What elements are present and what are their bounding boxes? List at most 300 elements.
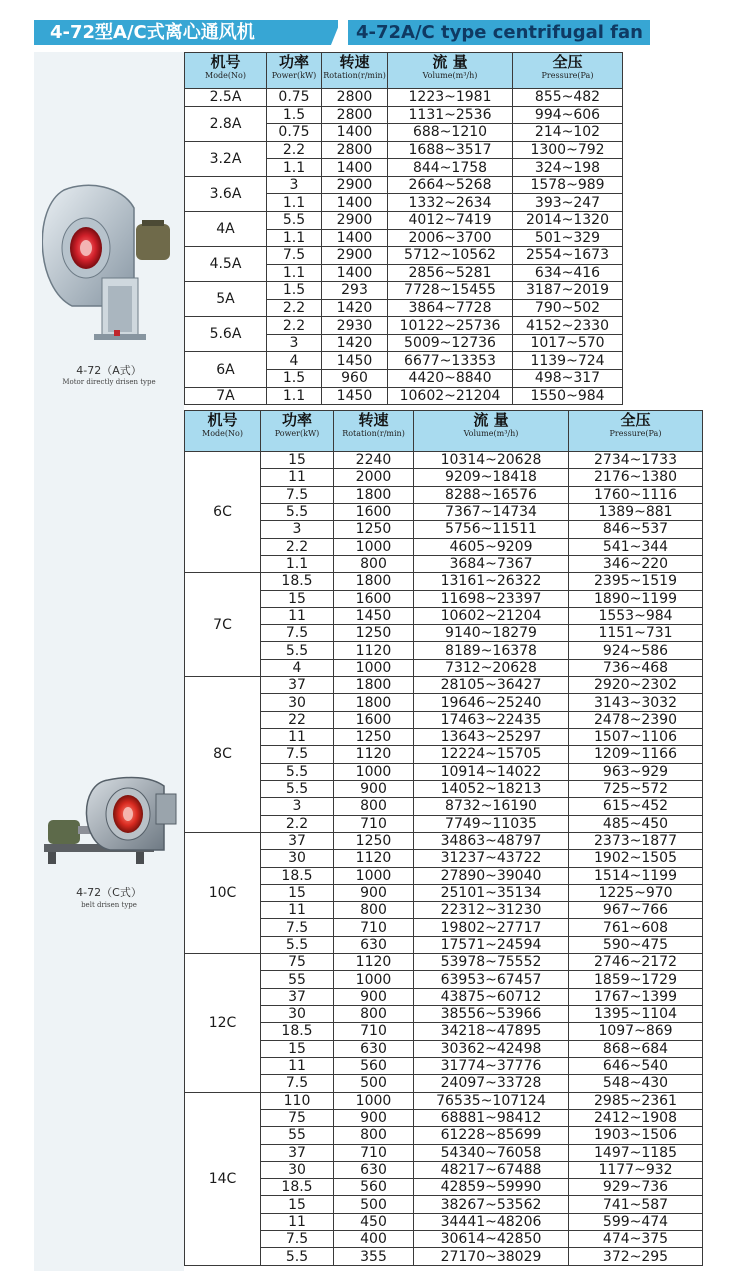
pressure-cell: 1177~932: [569, 1161, 703, 1178]
fan-a-caption: 4-72（A式）: [76, 364, 142, 377]
rotation-cell: 2900: [322, 176, 388, 194]
rotation-cell: 1450: [334, 607, 414, 624]
model-cell: 3.2A: [185, 141, 267, 176]
rotation-cell: 2800: [322, 141, 388, 159]
table-row: [185, 607, 703, 624]
model-cell: 4A: [185, 211, 267, 246]
page-header: [0, 0, 750, 52]
rotation-cell: 1250: [334, 832, 414, 849]
table-row: [185, 387, 623, 405]
fan-c-subcaption: belt drisen type: [81, 901, 137, 909]
rotation-cell: 560: [334, 1179, 414, 1196]
pressure-cell: 646~540: [569, 1057, 703, 1074]
pressure-cell: 2478~2390: [569, 711, 703, 728]
table-row: [185, 1109, 703, 1126]
rotation-cell: 355: [334, 1248, 414, 1265]
table-row: [185, 1127, 703, 1144]
volume-cell: 42859~59990: [414, 1179, 569, 1196]
rotation-cell: 1420: [322, 299, 388, 317]
pressure-cell: 1497~1185: [569, 1144, 703, 1161]
volume-cell: 8189~16378: [414, 642, 569, 659]
volume-cell: 1332~2634: [388, 194, 513, 212]
rotation-cell: 800: [334, 798, 414, 815]
power-cell: 1.1: [267, 229, 322, 247]
power-cell: 1.1: [267, 194, 322, 212]
power-cell: 11: [261, 902, 334, 919]
power-cell: 5.5: [267, 211, 322, 229]
power-cell: 1.1: [261, 555, 334, 572]
rotation-cell: 900: [334, 1109, 414, 1126]
volume-cell: 31774~37776: [414, 1057, 569, 1074]
pressure-cell: 1209~1166: [569, 746, 703, 763]
table-row: [185, 1248, 703, 1265]
rotation-cell: 1800: [334, 573, 414, 590]
rotation-cell: 1120: [334, 850, 414, 867]
pressure-cell: 2734~1733: [569, 452, 703, 469]
volume-cell: 61228~85699: [414, 1127, 569, 1144]
table-c-header-row: [185, 411, 703, 452]
table-row: [185, 1231, 703, 1248]
volume-cell: 9209~18418: [414, 469, 569, 486]
volume-cell: 14052~18213: [414, 780, 569, 797]
col-pressure-header: [513, 53, 623, 89]
table-row: [185, 106, 623, 124]
pressure-cell: 1139~724: [513, 352, 623, 370]
col-model-en: Mode(No): [205, 71, 246, 80]
centrifugal-fan-direct-drive-icon: [42, 178, 176, 354]
rotation-cell: 1120: [334, 954, 414, 971]
power-cell: 30: [261, 1161, 334, 1178]
power-cell: 55: [261, 1127, 334, 1144]
title-cn: 4-72型A/C式离心通风机: [50, 22, 255, 43]
pressure-cell: 590~475: [569, 936, 703, 953]
pressure-cell: 1760~1116: [569, 486, 703, 503]
col-pressure-cn: 全压: [552, 53, 583, 71]
volume-cell: 54340~76058: [414, 1144, 569, 1161]
volume-cell: 27170~38029: [414, 1248, 569, 1265]
rotation-cell: 1800: [334, 486, 414, 503]
table-row: [185, 971, 703, 988]
pressure-cell: 599~474: [569, 1213, 703, 1230]
col-power-cn: 功率: [278, 53, 309, 71]
pressure-cell: 3187~2019: [513, 282, 623, 300]
power-cell: 5.5: [261, 780, 334, 797]
power-cell: 1.1: [267, 159, 322, 177]
table-row: [185, 538, 703, 555]
power-cell: 3: [267, 334, 322, 352]
rotation-cell: 1250: [334, 729, 414, 746]
volume-cell: 53978~75552: [414, 954, 569, 971]
pressure-cell: 967~766: [569, 902, 703, 919]
power-cell: 3: [267, 176, 322, 194]
table-row: [185, 1161, 703, 1178]
power-cell: 30: [261, 850, 334, 867]
col-power-header: [267, 53, 322, 89]
col-model-cn: 机号: [207, 411, 238, 429]
col-pressure-cn: 全压: [620, 411, 651, 429]
col-rotation-en: Rotation(r/min): [342, 429, 405, 438]
rotation-cell: 2800: [322, 89, 388, 107]
col-rotation-cn: 转速: [358, 411, 389, 429]
rotation-cell: 500: [334, 1196, 414, 1213]
rotation-cell: 2800: [322, 106, 388, 124]
power-cell: 5.5: [261, 503, 334, 520]
rotation-cell: 1450: [322, 387, 388, 405]
pressure-cell: 725~572: [569, 780, 703, 797]
table-row: [185, 659, 703, 676]
pressure-cell: 1903~1506: [569, 1127, 703, 1144]
power-cell: 5.5: [261, 642, 334, 659]
volume-cell: 2856~5281: [388, 264, 513, 282]
power-cell: 3: [261, 798, 334, 815]
table-row: [185, 1144, 703, 1161]
power-cell: 7.5: [261, 486, 334, 503]
rotation-cell: 560: [334, 1057, 414, 1074]
volume-cell: 13161~26322: [414, 573, 569, 590]
table-row: [185, 590, 703, 607]
volume-cell: 8732~16190: [414, 798, 569, 815]
col-rotation-en: Rotation(r/min): [323, 71, 386, 80]
volume-cell: 1688~3517: [388, 141, 513, 159]
rotation-cell: 1600: [334, 503, 414, 520]
model-cell: 8C: [185, 677, 261, 833]
col-volume-cn: 流 量: [473, 411, 509, 429]
pressure-cell: 2554~1673: [513, 247, 623, 265]
table-row: [185, 954, 703, 971]
power-cell: 18.5: [261, 1023, 334, 1040]
pressure-cell: 1507~1106: [569, 729, 703, 746]
rotation-cell: 630: [334, 1161, 414, 1178]
rotation-cell: 710: [334, 919, 414, 936]
volume-cell: 7749~11035: [414, 815, 569, 832]
pressure-cell: 548~430: [569, 1075, 703, 1092]
rotation-cell: 710: [334, 1144, 414, 1161]
table-row: [185, 1075, 703, 1092]
power-cell: 110: [261, 1092, 334, 1109]
model-cell: 14C: [185, 1092, 261, 1265]
rotation-cell: 1400: [322, 229, 388, 247]
power-cell: 7.5: [261, 746, 334, 763]
table-row: [185, 988, 703, 1005]
model-cell: 10C: [185, 832, 261, 953]
power-cell: 1.5: [267, 282, 322, 300]
power-cell: 1.1: [267, 387, 322, 405]
volume-cell: 2664~5268: [388, 176, 513, 194]
volume-cell: 31237~43722: [414, 850, 569, 867]
pressure-cell: 541~344: [569, 538, 703, 555]
rotation-cell: 1400: [322, 159, 388, 177]
volume-cell: 7728~15455: [388, 282, 513, 300]
model-cell: 4.5A: [185, 247, 267, 282]
volume-cell: 43875~60712: [414, 988, 569, 1005]
model-cell: 12C: [185, 954, 261, 1093]
pressure-cell: 393~247: [513, 194, 623, 212]
rotation-cell: 2900: [322, 211, 388, 229]
model-cell: 6A: [185, 352, 267, 387]
rotation-cell: 1000: [334, 971, 414, 988]
table-row: [185, 850, 703, 867]
col-model-cn: 机号: [210, 53, 241, 71]
rotation-cell: 1250: [334, 625, 414, 642]
power-cell: 11: [261, 729, 334, 746]
table-row: [185, 555, 703, 572]
power-cell: 5.5: [261, 1248, 334, 1265]
volume-cell: 10602~21204: [388, 387, 513, 405]
centrifugal-fan-belt-drive-icon: [38, 774, 180, 870]
volume-cell: 13643~25297: [414, 729, 569, 746]
volume-cell: 38267~53562: [414, 1196, 569, 1213]
power-cell: 15: [261, 884, 334, 901]
volume-cell: 22312~31230: [414, 902, 569, 919]
power-cell: 18.5: [261, 573, 334, 590]
pressure-cell: 1097~869: [569, 1023, 703, 1040]
rotation-cell: 400: [334, 1231, 414, 1248]
table-row: [185, 317, 623, 335]
rotation-cell: 1450: [322, 352, 388, 370]
volume-cell: 10914~14022: [414, 763, 569, 780]
volume-cell: 76535~107124: [414, 1092, 569, 1109]
volume-cell: 25101~35134: [414, 884, 569, 901]
rotation-cell: 1000: [334, 763, 414, 780]
pressure-cell: 498~317: [513, 370, 623, 388]
table-row: [185, 452, 703, 469]
volume-cell: 1131~2536: [388, 106, 513, 124]
table-row: [185, 1213, 703, 1230]
volume-cell: 688~1210: [388, 124, 513, 142]
rotation-cell: 293: [322, 282, 388, 300]
pressure-cell: 214~102: [513, 124, 623, 142]
pressure-cell: 1300~792: [513, 141, 623, 159]
pressure-cell: 868~684: [569, 1040, 703, 1057]
volume-cell: 3864~7728: [388, 299, 513, 317]
table-row: [185, 902, 703, 919]
table-row: [185, 677, 703, 694]
pressure-cell: 485~450: [569, 815, 703, 832]
rotation-cell: 450: [334, 1213, 414, 1230]
power-cell: 18.5: [261, 867, 334, 884]
power-cell: 15: [261, 1196, 334, 1213]
col-pressure-en: Pressure(Pa): [541, 71, 594, 80]
pressure-cell: 736~468: [569, 659, 703, 676]
volume-cell: 4420~8840: [388, 370, 513, 388]
rotation-cell: 1400: [322, 194, 388, 212]
rotation-cell: 800: [334, 1006, 414, 1023]
rotation-cell: 1800: [334, 677, 414, 694]
volume-cell: 19802~27717: [414, 919, 569, 936]
rotation-cell: 2900: [322, 247, 388, 265]
col-pressure-header: [569, 411, 703, 452]
pressure-cell: 790~502: [513, 299, 623, 317]
table-row: [185, 711, 703, 728]
rotation-cell: 500: [334, 1075, 414, 1092]
power-cell: 7.5: [261, 1231, 334, 1248]
power-cell: 7.5: [261, 1075, 334, 1092]
pressure-cell: 324~198: [513, 159, 623, 177]
volume-cell: 28105~36427: [414, 677, 569, 694]
pressure-cell: 2920~2302: [569, 677, 703, 694]
pressure-cell: 2395~1519: [569, 573, 703, 590]
table-row: [185, 1023, 703, 1040]
volume-cell: 11698~23397: [414, 590, 569, 607]
power-cell: 7.5: [261, 919, 334, 936]
power-cell: 1.5: [267, 106, 322, 124]
table-row: [185, 176, 623, 194]
pressure-cell: 846~537: [569, 521, 703, 538]
volume-cell: 12224~15705: [414, 746, 569, 763]
pressure-cell: 346~220: [569, 555, 703, 572]
power-cell: 37: [261, 988, 334, 1005]
power-cell: 2.2: [267, 299, 322, 317]
volume-cell: 24097~33728: [414, 1075, 569, 1092]
table-a-spec: [184, 52, 623, 405]
power-cell: 0.75: [267, 124, 322, 142]
pressure-cell: 2373~1877: [569, 832, 703, 849]
rotation-cell: 1250: [334, 521, 414, 538]
rotation-cell: 960: [322, 370, 388, 388]
col-volume-en: Volume(m³/h): [463, 429, 519, 438]
pressure-cell: 501~329: [513, 229, 623, 247]
col-model-header: [185, 53, 267, 89]
power-cell: 11: [261, 469, 334, 486]
pressure-cell: 1395~1104: [569, 1006, 703, 1023]
power-cell: 75: [261, 1109, 334, 1126]
pressure-cell: 929~736: [569, 1179, 703, 1196]
power-cell: 22: [261, 711, 334, 728]
table-a-header-row: [185, 53, 623, 89]
rotation-cell: 900: [334, 780, 414, 797]
table-row: [185, 884, 703, 901]
model-cell: 7A: [185, 387, 267, 405]
power-cell: 18.5: [261, 1179, 334, 1196]
table-row: [185, 247, 623, 265]
table-row: [185, 486, 703, 503]
model-cell: 3.6A: [185, 176, 267, 211]
rotation-cell: 800: [334, 555, 414, 572]
pressure-cell: 741~587: [569, 1196, 703, 1213]
table-row: [185, 1179, 703, 1196]
volume-cell: 844~1758: [388, 159, 513, 177]
power-cell: 7.5: [267, 247, 322, 265]
pressure-cell: 963~929: [569, 763, 703, 780]
pressure-cell: 372~295: [569, 1248, 703, 1265]
table-row: [185, 867, 703, 884]
volume-cell: 7312~20628: [414, 659, 569, 676]
table-row: [185, 1040, 703, 1057]
power-cell: 2.2: [267, 141, 322, 159]
table-row: [185, 1057, 703, 1074]
table-row: [185, 832, 703, 849]
table-row: [185, 89, 623, 107]
table-row: [185, 352, 623, 370]
table-row: [185, 798, 703, 815]
volume-cell: 8288~16576: [414, 486, 569, 503]
power-cell: 1.1: [267, 264, 322, 282]
table-row: [185, 503, 703, 520]
table-row: [185, 211, 623, 229]
pressure-cell: 2412~1908: [569, 1109, 703, 1126]
table-row: [185, 936, 703, 953]
table-row: [185, 625, 703, 642]
left-image-panel: [34, 52, 184, 1271]
rotation-cell: 1600: [334, 711, 414, 728]
rotation-cell: 2000: [334, 469, 414, 486]
col-power-header: [261, 411, 334, 452]
rotation-cell: 1000: [334, 1092, 414, 1109]
rotation-cell: 710: [334, 1023, 414, 1040]
pressure-cell: 1017~570: [513, 334, 623, 352]
table-c-spec: [184, 410, 703, 1266]
volume-cell: 34863~48797: [414, 832, 569, 849]
table-row: [185, 642, 703, 659]
power-cell: 7.5: [261, 625, 334, 642]
volume-cell: 63953~67457: [414, 971, 569, 988]
power-cell: 2.2: [261, 538, 334, 555]
model-cell: 2.5A: [185, 89, 267, 107]
col-rotation-cn: 转速: [339, 53, 370, 71]
pressure-cell: 1151~731: [569, 625, 703, 642]
fan-a-subcaption: Motor directly drisen type: [62, 378, 156, 386]
model-cell: 6C: [185, 452, 261, 573]
power-cell: 15: [261, 590, 334, 607]
power-cell: 0.75: [267, 89, 322, 107]
rotation-cell: 2240: [334, 452, 414, 469]
volume-cell: 48217~67488: [414, 1161, 569, 1178]
volume-cell: 5756~11511: [414, 521, 569, 538]
pressure-cell: 2746~2172: [569, 954, 703, 971]
power-cell: 37: [261, 677, 334, 694]
rotation-cell: 900: [334, 988, 414, 1005]
pressure-cell: 1767~1399: [569, 988, 703, 1005]
volume-cell: 30362~42498: [414, 1040, 569, 1057]
col-pressure-en: Pressure(Pa): [609, 429, 662, 438]
col-power-cn: 功率: [281, 411, 312, 429]
rotation-cell: 800: [334, 902, 414, 919]
table-row: [185, 1092, 703, 1109]
power-cell: 5.5: [261, 936, 334, 953]
volume-cell: 4605~9209: [414, 538, 569, 555]
table-row: [185, 815, 703, 832]
pressure-cell: 1859~1729: [569, 971, 703, 988]
pressure-cell: 1890~1199: [569, 590, 703, 607]
pressure-cell: 761~608: [569, 919, 703, 936]
rotation-cell: 1400: [322, 264, 388, 282]
pressure-cell: 615~452: [569, 798, 703, 815]
power-cell: 11: [261, 607, 334, 624]
volume-cell: 68881~98412: [414, 1109, 569, 1126]
table-row: [185, 763, 703, 780]
rotation-cell: 800: [334, 1127, 414, 1144]
power-cell: 75: [261, 954, 334, 971]
col-model-en: Mode(No): [202, 429, 243, 438]
volume-cell: 3684~7367: [414, 555, 569, 572]
power-cell: 2.2: [267, 317, 322, 335]
volume-cell: 4012~7419: [388, 211, 513, 229]
volume-cell: 5009~12736: [388, 334, 513, 352]
table-row: [185, 282, 623, 300]
volume-cell: 10602~21204: [414, 607, 569, 624]
power-cell: 15: [261, 1040, 334, 1057]
volume-cell: 34441~48206: [414, 1213, 569, 1230]
rotation-cell: 2930: [322, 317, 388, 335]
power-cell: 55: [261, 971, 334, 988]
col-rotation-header: [322, 53, 388, 89]
power-cell: 37: [261, 832, 334, 849]
table-row: [185, 1006, 703, 1023]
table-row: [185, 694, 703, 711]
model-cell: 5A: [185, 282, 267, 317]
rotation-cell: 1000: [334, 538, 414, 555]
col-power-en: Power(kW): [271, 71, 317, 80]
